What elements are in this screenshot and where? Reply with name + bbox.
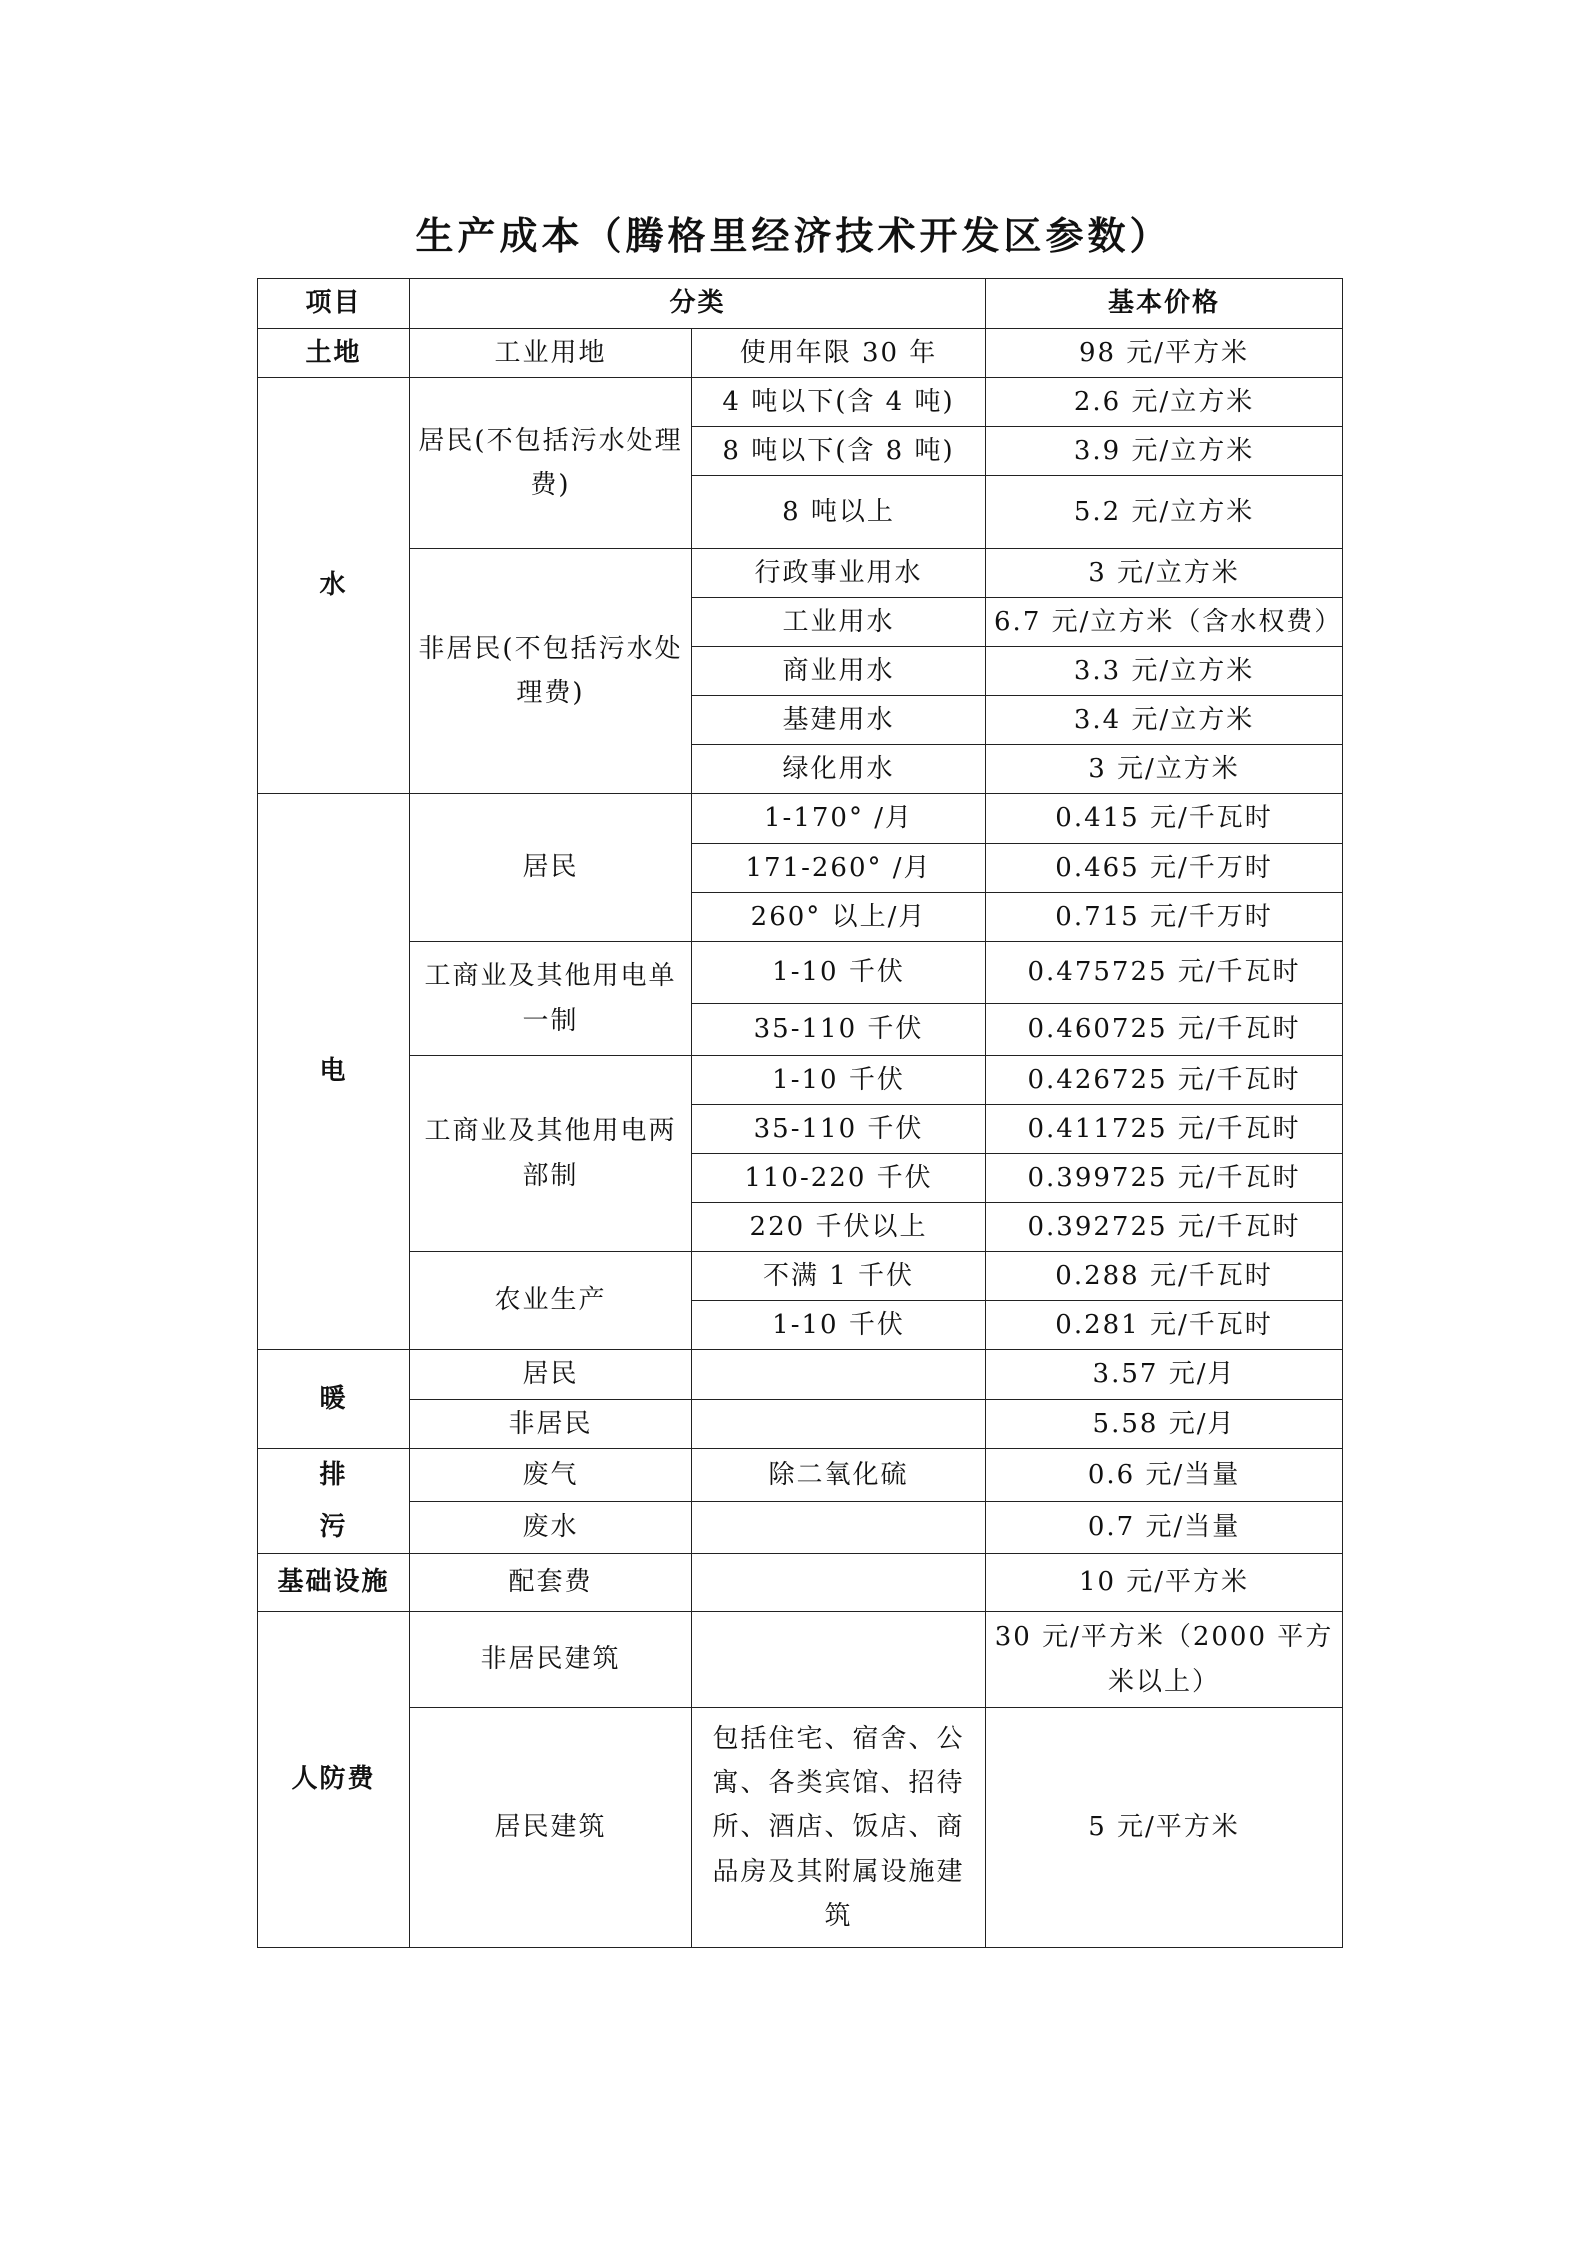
water-detail: 基建用水	[692, 696, 986, 745]
heating-detail	[692, 1350, 986, 1400]
civil-defense-sub: 居民建筑	[410, 1708, 692, 1948]
discharge-detail	[692, 1501, 986, 1554]
water-resident-label: 居民(不包括污水处理费)	[410, 378, 692, 549]
electricity-price: 0.475725 元/千瓦时	[986, 942, 1343, 1004]
table-row	[258, 1449, 1343, 1502]
land-detail: 使用年限 30 年	[692, 329, 986, 378]
discharge-price: 0.6 元/当量	[986, 1449, 1343, 1502]
water-detail: 绿化用水	[692, 745, 986, 794]
electricity-detail: 1-170° /月	[692, 794, 986, 844]
water-detail: 8 吨以上	[692, 476, 986, 549]
table-row	[258, 549, 1343, 598]
civil-defense-price: 5 元/平方米	[986, 1708, 1343, 1948]
page-title: 生产成本（腾格里经济技术开发区参数）	[415, 213, 1172, 258]
water-label: 水	[258, 378, 410, 794]
electricity-detail: 不满 1 千伏	[692, 1252, 986, 1301]
infrastructure-sub: 配套费	[410, 1554, 692, 1612]
electricity-price: 0.715 元/千万时	[986, 893, 1343, 942]
electricity-detail: 1-10 千伏	[692, 942, 986, 1004]
header-price: 基本价格	[986, 279, 1343, 329]
electricity-price: 0.399725 元/千瓦时	[986, 1154, 1343, 1203]
water-price: 3.4 元/立方米	[986, 696, 1343, 745]
water-detail: 工业用水	[692, 598, 986, 647]
electricity-detail: 1-10 千伏	[692, 1056, 986, 1105]
table-header-row	[258, 279, 1343, 329]
heating-sub: 非居民	[410, 1400, 692, 1449]
electricity-price: 0.288 元/千瓦时	[986, 1252, 1343, 1301]
table-row	[258, 794, 1343, 844]
electricity-detail: 260° 以上/月	[692, 893, 986, 942]
water-price: 3 元/立方米	[986, 549, 1343, 598]
header-category: 分类	[410, 279, 986, 329]
table-row	[258, 1554, 1343, 1612]
water-detail: 商业用水	[692, 647, 986, 696]
water-price: 2.6 元/立方米	[986, 378, 1343, 427]
discharge-label: 排污	[258, 1449, 410, 1554]
electricity-single-label: 工商业及其他用电单一制	[410, 942, 692, 1056]
civil-defense-price: 30 元/平方米（2000 平方米以上）	[986, 1612, 1343, 1708]
civil-defense-detail	[692, 1612, 986, 1708]
table-row	[258, 1501, 1343, 1554]
land-sub: 工业用地	[410, 329, 692, 378]
discharge-price: 0.7 元/当量	[986, 1501, 1343, 1554]
electricity-resident-label: 居民	[410, 794, 692, 942]
electricity-detail: 35-110 千伏	[692, 1105, 986, 1154]
heating-price: 5.58 元/月	[986, 1400, 1343, 1449]
civil-defense-label: 人防费	[258, 1612, 410, 1948]
discharge-detail: 除二氧化硫	[692, 1449, 986, 1502]
heating-sub: 居民	[410, 1350, 692, 1400]
water-price: 3.9 元/立方米	[986, 427, 1343, 476]
water-price: 6.7 元/立方米（含水权费）	[986, 598, 1343, 647]
table-row	[258, 1056, 1343, 1105]
water-price: 3.3 元/立方米	[986, 647, 1343, 696]
civil-defense-sub: 非居民建筑	[410, 1612, 692, 1708]
table-row	[258, 1708, 1343, 1948]
land-price: 98 元/平方米	[986, 329, 1343, 378]
electricity-price: 0.415 元/千瓦时	[986, 794, 1343, 844]
production-cost-table	[257, 278, 1343, 1948]
electricity-price: 0.426725 元/千瓦时	[986, 1056, 1343, 1105]
electricity-label: 电	[258, 794, 410, 1350]
civil-defense-detail: 包括住宅、宿舍、公寓、各类宾馆、招待所、酒店、饭店、商品房及其附属设施建筑	[692, 1708, 986, 1948]
water-detail: 行政事业用水	[692, 549, 986, 598]
heating-label: 暖	[258, 1350, 410, 1449]
table-row	[258, 329, 1343, 378]
table-row	[258, 378, 1343, 427]
water-price: 5.2 元/立方米	[986, 476, 1343, 549]
electricity-price: 0.460725 元/千瓦时	[986, 1004, 1343, 1056]
table-row	[258, 942, 1343, 1004]
electricity-price: 0.392725 元/千瓦时	[986, 1203, 1343, 1252]
electricity-price: 0.465 元/千万时	[986, 844, 1343, 893]
electricity-detail: 110-220 千伏	[692, 1154, 986, 1203]
electricity-two-part-label: 工商业及其他用电两部制	[410, 1056, 692, 1252]
header-item: 项目	[258, 279, 410, 329]
table-row	[258, 1252, 1343, 1301]
infrastructure-label: 基础设施	[258, 1554, 410, 1612]
discharge-sub: 废水	[410, 1501, 692, 1554]
electricity-agriculture-label: 农业生产	[410, 1252, 692, 1350]
electricity-price: 0.281 元/千瓦时	[986, 1301, 1343, 1350]
electricity-detail: 220 千伏以上	[692, 1203, 986, 1252]
water-detail: 4 吨以下(含 4 吨)	[692, 378, 986, 427]
infrastructure-price: 10 元/平方米	[986, 1554, 1343, 1612]
heating-price: 3.57 元/月	[986, 1350, 1343, 1400]
land-label: 土地	[258, 329, 410, 378]
water-detail: 8 吨以下(含 8 吨)	[692, 427, 986, 476]
infrastructure-detail	[692, 1554, 986, 1612]
table-row	[258, 1400, 1343, 1449]
table-row	[258, 1350, 1343, 1400]
water-nonresident-label: 非居民(不包括污水处理费)	[410, 549, 692, 794]
discharge-sub: 废气	[410, 1449, 692, 1502]
heating-detail	[692, 1400, 986, 1449]
electricity-detail: 1-10 千伏	[692, 1301, 986, 1350]
water-price: 3 元/立方米	[986, 745, 1343, 794]
table-row	[258, 1612, 1343, 1708]
electricity-detail: 35-110 千伏	[692, 1004, 986, 1056]
electricity-detail: 171-260° /月	[692, 844, 986, 893]
electricity-price: 0.411725 元/千瓦时	[986, 1105, 1343, 1154]
